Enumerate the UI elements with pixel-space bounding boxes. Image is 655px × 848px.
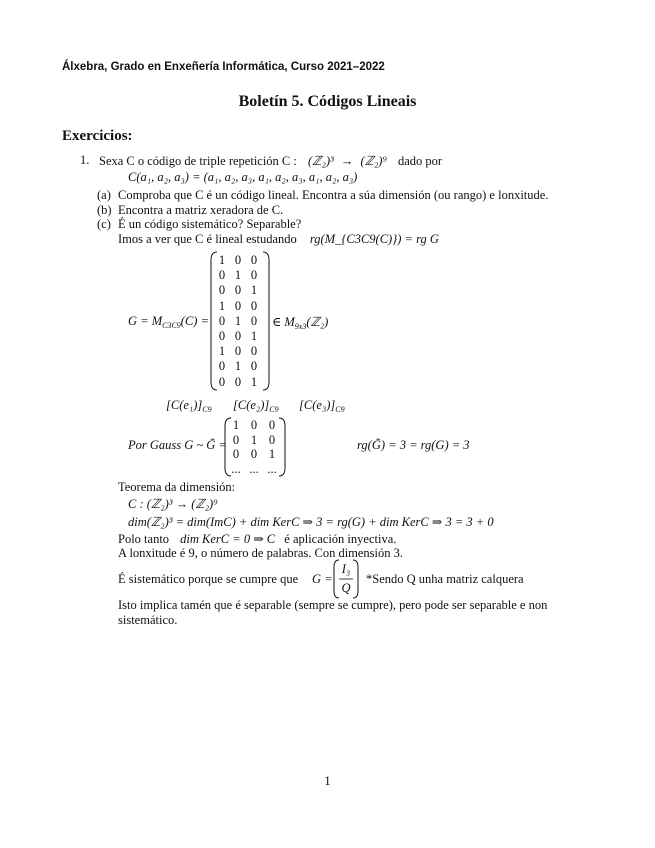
column-label-2	[233, 398, 279, 414]
final-line-2: sistemático.	[118, 613, 178, 627]
matrix-g-cell: 0	[234, 374, 242, 389]
column-label-3	[299, 398, 345, 414]
systematic-text: É sistemático porque se cumpre que	[118, 572, 299, 586]
polo-text: Polo tanto	[118, 532, 170, 546]
matrix-g-cell: 1	[234, 359, 242, 374]
matrix-g-cell: 0	[234, 253, 242, 267]
length-line: A lonxitude é 9, o número de palabras. Con dimensión 3.	[118, 546, 404, 560]
matrix-g-cell: 0	[250, 298, 258, 313]
g-rhs-sub: 9x3	[294, 322, 307, 331]
matrix-g-cell: 0	[250, 313, 258, 328]
exercise-number: 1.	[80, 153, 90, 167]
matrix-g-cell: 0	[234, 329, 242, 343]
exercise-intro-text: Sexa C o código de triple repetición C :	[99, 154, 297, 168]
matrix-g-cell: 0	[250, 253, 258, 267]
g-lhs: G = M	[128, 314, 163, 328]
column-label-3-text: [C(e₃)]	[299, 398, 336, 412]
matrix-g-cell: 0	[250, 268, 258, 283]
matrix-g-cell: 0	[218, 359, 226, 374]
matrix-g-tilde-cell: 1	[268, 447, 276, 461]
matrix-g-cell: 0	[218, 374, 226, 389]
matrix-g-cell: 1	[250, 329, 258, 343]
matrix-g-cell: 0	[218, 313, 226, 328]
g-rhs-arg: (ℤ₂)	[306, 315, 329, 329]
final-line-1: Isto implica tamén que é separable (sempre se cumpre), pero pode ser separable e non	[118, 598, 548, 612]
matrix-g-tilde-cell: 0	[268, 432, 276, 447]
matrix-g-cell: 1	[218, 253, 226, 267]
column-label-1-sub: C9	[202, 405, 212, 414]
matrix-g-tilde-cell: 0	[232, 447, 240, 461]
matrix-g-tilde-cell: 1	[232, 418, 240, 432]
work-line1	[118, 232, 439, 247]
column-label-1	[166, 398, 212, 414]
section-heading: Exercicios:	[62, 128, 133, 144]
g-rhs	[272, 314, 328, 331]
polo-tanto-line	[118, 531, 396, 547]
matrix-g-cell: 0	[218, 329, 226, 343]
matrix-g-cell: 1	[234, 313, 242, 328]
exercise-intro	[99, 153, 442, 169]
work-line1-text: Imos a ver que C é lineal estudando	[118, 232, 297, 246]
item-a-text: Comproba que C é un código lineal. Encontra a súa dimensión (ou rango) e lonxitude.	[118, 188, 549, 202]
column-label-2-text: [C(e₂)]	[233, 398, 270, 412]
g-sub: C3C9	[162, 321, 181, 330]
matrix-g-cell: 0	[234, 298, 242, 313]
matrix-g-cell: 1	[218, 344, 226, 359]
matrix-g-tilde-cell: ...	[249, 461, 259, 476]
theorem-heading: Teorema da dimensión:	[118, 480, 236, 494]
polo-math: dim KerC = 0 ⇒ C	[180, 532, 276, 546]
work-line1-math: rg(M_{C3C9(C)}) = rg G	[309, 232, 439, 246]
given-by: dado por	[397, 154, 443, 168]
matrix-g-cell: 0	[234, 283, 242, 298]
gauss-label: Por Gauss G ~ G̃ =	[128, 438, 227, 452]
course-header: Álxebra, Grado en Enxeñería Informática, Curso 2021–2022	[62, 61, 385, 73]
matrix-g-tilde-cell: 1	[250, 432, 258, 447]
matrix-g-cell: 1	[250, 374, 258, 389]
map-codomain: (ℤ₂)⁹	[360, 154, 387, 168]
item-b-text: Encontra a matriz xeradora de C.	[118, 203, 284, 217]
matrix-g-tilde-cell: 0	[250, 447, 258, 461]
block-identity: I₃	[341, 562, 351, 576]
item-c-label: (c)	[97, 217, 111, 231]
g-rhs-main: ∈ M	[272, 315, 295, 329]
g-arg: (C) =	[180, 314, 210, 328]
g-definition	[128, 314, 209, 330]
systematic-g: G =	[312, 572, 333, 586]
matrix-g-cell: 1	[250, 283, 258, 298]
matrix-g-cell: 0	[218, 268, 226, 283]
item-c-text: É un código sistemático? Separable?	[118, 217, 302, 231]
map-arrow: →	[340, 154, 354, 168]
page-number: 1	[324, 773, 331, 788]
column-label-2-sub: C9	[269, 405, 279, 414]
column-label-1-text: [C(e₁)]	[166, 398, 203, 412]
matrix-g-tilde-cell: ...	[231, 461, 241, 476]
systematic-note: *Sendo Q unha matriz calquera	[366, 572, 524, 586]
dimension-equation: dim(ℤ₂)³ = dim(ImC) + dim KerC ⇒ 3 = rg(G) + dim KerC ⇒ 3 = 3 + 0	[128, 515, 494, 529]
matrix-g-cell: 0	[234, 344, 242, 359]
matrix-g-tilde-cell: ...	[267, 461, 277, 476]
item-b-label: (b)	[97, 203, 112, 217]
code-rule: C(a₁, a₂, a₃) = (a₁, a₂, a₃, a₁, a₂, a₃, a₁, a₂, a₃)	[128, 170, 358, 184]
matrix-g-cell: 0	[218, 283, 226, 298]
matrix-g-tilde-cell: 0	[268, 418, 276, 432]
column-label-3-sub: C9	[335, 405, 345, 414]
map-domain: (ℤ₂)³	[308, 154, 334, 168]
matrix-g-cell: 1	[234, 268, 242, 283]
matrix-g-cell: 0	[250, 359, 258, 374]
matrix-g-tilde-cell: 0	[250, 418, 258, 432]
matrix-g-cell: 0	[250, 344, 258, 359]
polo-end: é aplicación inyectiva.	[284, 532, 397, 546]
block-q: Q	[341, 581, 351, 595]
page-title: Boletín 5. Códigos Lineais	[238, 93, 417, 110]
matrix-g-cell: 1	[218, 298, 226, 313]
map-statement: C : (ℤ₂)³ → (ℤ₂)⁹	[128, 497, 218, 511]
matrix-g-tilde-cell: 0	[232, 432, 240, 447]
item-a-label: (a)	[97, 188, 111, 202]
rank-equation: rg(G̃) = 3 = rg(G) = 3	[357, 438, 470, 452]
